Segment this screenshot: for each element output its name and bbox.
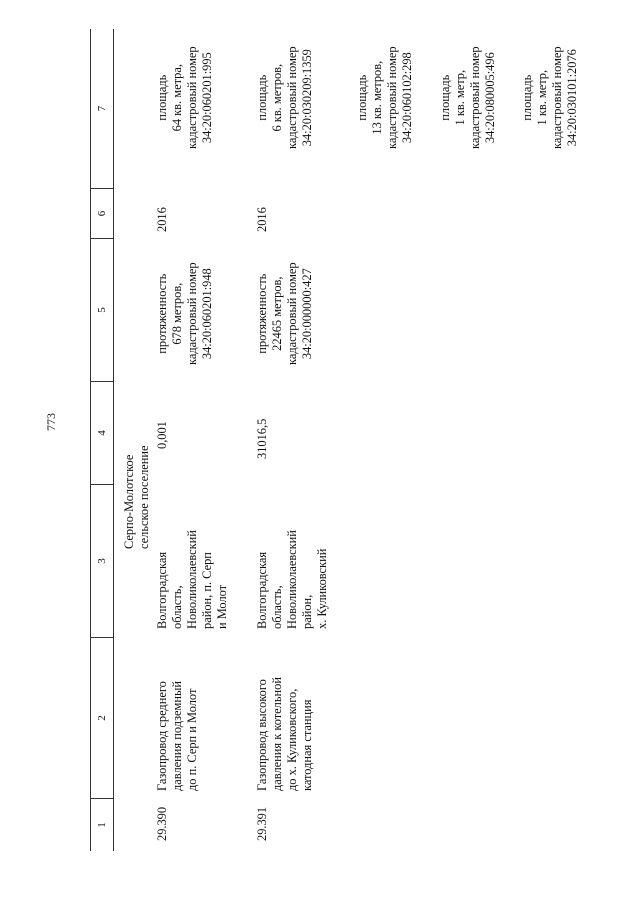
year-value: 2016 — [155, 207, 169, 232]
object-name: Газопровод высокого давления к котельной до х. Куликовского, катодная станция — [255, 677, 314, 791]
row-number: 29.391 — [255, 806, 269, 841]
header-col-3: 3 — [91, 485, 113, 638]
header-col-1: 1 — [96, 822, 108, 828]
header-col-7: 7 — [91, 29, 113, 189]
settlement-subheading: Серпо-Молотское сельское поселение — [122, 445, 151, 549]
land-plot-info: площадь 13 кв. метров, кадастровый номер 34:20:060102:298 — [355, 46, 414, 149]
header-col-2: 2 — [91, 638, 113, 799]
rotated-table — [90, 29, 620, 851]
table-header-row — [90, 29, 114, 851]
land-plot-info: площадь 1 кв. метр, кадастровый номер 34:20:030101:2076 — [520, 46, 579, 149]
header-col-5: 5 — [91, 239, 113, 382]
land-plot-info: площадь 64 кв. метра, кадастровый номер 34:20:060201:995 — [155, 46, 214, 149]
extent-info: протяженность 678 метров, кадастровый номер 34:20:060201:948 — [155, 262, 214, 365]
page-number: 773 — [44, 413, 58, 431]
object-name: Газопровод среднего давления подземный до п. Серп и Молот — [155, 681, 199, 791]
row-number: 29.390 — [155, 806, 169, 841]
object-location: Волгоградская область, Новоликолаевский район, п. Серп и Молот — [155, 530, 229, 629]
header-col-4: 4 — [91, 382, 113, 485]
area-value: 31016,5 — [255, 418, 269, 459]
object-location: Волгоградская область, Новоликолаевский район, х. Куликовский — [255, 530, 329, 629]
year-value: 2016 — [255, 207, 269, 232]
area-value: 0,001 — [155, 421, 169, 449]
extent-info: протяженность 22465 метров, кадастровый номер 34:20:000000:427 — [255, 262, 314, 365]
header-col-6: 6 — [91, 189, 113, 239]
land-plot-info: площадь 6 кв. метров, кадастровый номер 34:20:030209:1359 — [255, 46, 314, 149]
land-plot-info: площадь 1 кв. метр, кадастровый номер 34:20:080005:496 — [438, 46, 497, 149]
